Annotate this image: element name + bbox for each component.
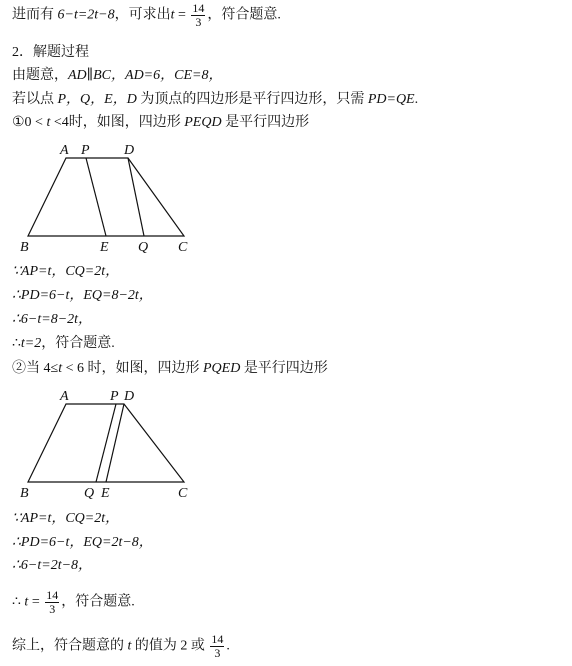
conclusion-line: 综上，符合题意的 t 的值为 2 或 $\frac{14}{3}$ . bbox=[12, 632, 230, 660]
label-e: E bbox=[101, 486, 110, 501]
given-line: 由题意，AD∥BC，AD=6，CE=8， bbox=[12, 68, 223, 83]
case2-step2: ∴PD=6−t，EQ=2t−8， bbox=[12, 535, 153, 550]
case2-step4: ∴ t = $\frac{14}{3}$ ，符合题意. bbox=[12, 588, 135, 616]
label-p: P bbox=[110, 389, 119, 404]
trapezoid-abcd-1 bbox=[28, 158, 184, 236]
label-q: Q bbox=[84, 486, 95, 501]
case1-step2: ∴PD=6−t，EQ=8−2t， bbox=[12, 288, 153, 303]
label-b: B bbox=[20, 486, 29, 501]
label-d: D bbox=[124, 389, 135, 404]
case1-step1: ∵AP=t，CQ=2t， bbox=[12, 264, 120, 279]
label-c: C bbox=[178, 240, 188, 255]
label-p: P bbox=[81, 143, 90, 158]
segment-pq bbox=[96, 404, 116, 482]
case2-step1: ∵AP=t，CQ=2t， bbox=[12, 511, 120, 526]
fraction-14-3: $\frac{14}{3}$ bbox=[192, 1, 205, 29]
label-a: A bbox=[60, 389, 69, 404]
case2-step3: ∴6−t=2t−8， bbox=[12, 558, 93, 573]
section-heading: 2．解题过程 bbox=[12, 45, 89, 60]
fraction-14-3: $\frac{14}{3}$ bbox=[46, 588, 59, 616]
case1-step3: ∴6−t=8−2t， bbox=[12, 312, 93, 327]
case1-step4: ∴t=2，符合题意. bbox=[12, 336, 115, 351]
label-e: E bbox=[100, 240, 109, 255]
condition-line: 若以点 P，Q，E，D 为顶点的四边形是平行四边形，只需 PD=QE. bbox=[12, 92, 419, 107]
case1-heading: ①0 < t <4时，如图，四边形 PEQD 是平行四边形 bbox=[12, 115, 310, 130]
fraction-14-3: $\frac{14}{3}$ bbox=[211, 632, 224, 660]
label-d: D bbox=[124, 143, 135, 158]
line-solve-t: 进而有 6−t=2t−8，可求出t = $\frac{14}{3}$ ，符合题意. bbox=[12, 1, 281, 29]
label-a: A bbox=[60, 143, 69, 158]
case2-heading: ②当 4≤t < 6 时，如图，四边形 PQED 是平行四边形 bbox=[12, 361, 328, 376]
label-q: Q bbox=[138, 240, 149, 255]
label-c: C bbox=[178, 486, 188, 501]
figure-2-trapezoid bbox=[18, 386, 218, 506]
label-b: B bbox=[20, 240, 29, 255]
figure-1-trapezoid bbox=[18, 140, 218, 260]
segment-de bbox=[106, 404, 124, 482]
segment-pe bbox=[86, 158, 106, 236]
